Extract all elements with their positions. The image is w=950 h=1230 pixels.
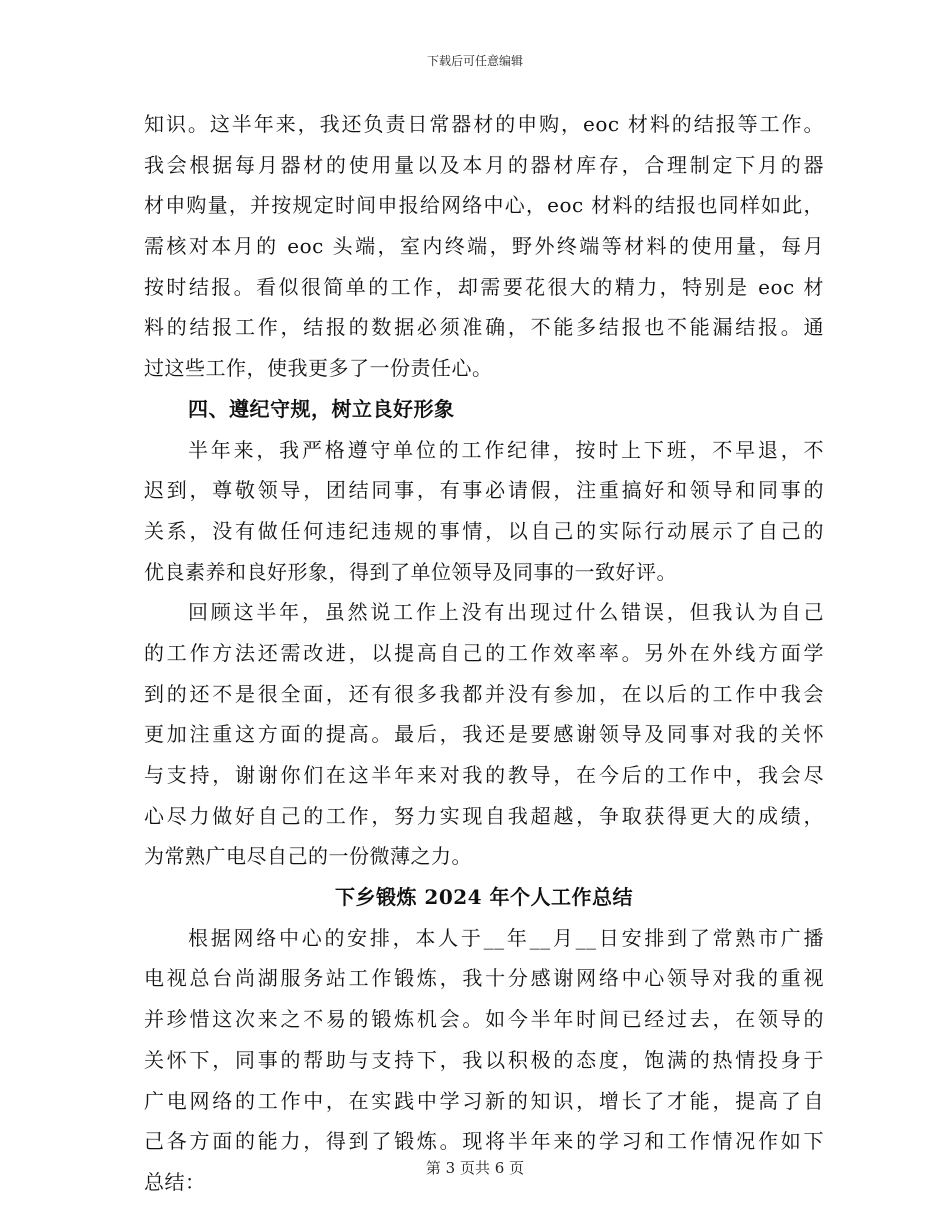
body-line: 并珍惜这次来之不易的锻炼机会。如今半年时间已经过去，在领导的 bbox=[144, 1007, 824, 1032]
body-line: 优良素养和良好形象，得到了单位领导及同事的一致好评。 bbox=[144, 559, 677, 584]
body-line: 总结： bbox=[144, 1169, 206, 1194]
body-line: 的工作方法还需改进，以提高自己的工作效率率。另外在外线方面学 bbox=[144, 640, 824, 665]
body-line: 知识。这半年来，我还负责日常器材的申购，eoc 材料的结报等工作。 bbox=[144, 112, 824, 136]
body-line: 料的结报工作，结报的数据必须准确，不能多结报也不能漏结报。通 bbox=[144, 315, 824, 340]
body-line: 为常熟广电尽自己的一份微薄之力。 bbox=[144, 844, 472, 869]
body-line: 按时结报。看似很简单的工作，却需要花很大的精力，特别是 eoc 材 bbox=[144, 274, 824, 299]
body-line: 电视总台尚湖服务站工作锻炼，我十分感谢网络中心领导对我的重视 bbox=[144, 966, 824, 991]
section-heading: 四、遵纪守规，树立良好形象 bbox=[188, 396, 455, 421]
document-body bbox=[144, 104, 824, 1203]
paragraph-first-line: 回顾这半年，虽然说工作上没有出现过什么错误，但我认为自己 bbox=[188, 600, 824, 625]
document-title: 下乡锻炼 2024 年个人工作总结 bbox=[334, 885, 634, 910]
body-line: 心尽力做好自己的工作，努力实现自我超越，争取获得更大的成绩， bbox=[144, 803, 824, 828]
body-line: 关系，没有做任何违纪违规的事情，以自己的实际行动展示了自己的 bbox=[144, 518, 824, 543]
body-line: 到的还不是很全面，还有很多我都并没有参加，在以后的工作中我会 bbox=[144, 681, 824, 706]
body-line: 我会根据每月器材的使用量以及本月的器材库存，合理制定下月的器 bbox=[144, 152, 824, 177]
body-line: 需核对本月的 eoc 头端，室内终端，野外终端等材料的使用量，每月 bbox=[144, 234, 824, 259]
body-line: 关怀下，同事的帮助与支持下，我以积极的态度，饱满的热情投身于 bbox=[144, 1047, 824, 1072]
paragraph-first-line: 半年来，我严格遵守单位的工作纪律，按时上下班，不早退，不 bbox=[188, 437, 824, 462]
body-line: 广电网络的工作中，在实践中学习新的知识，增长了才能，提高了自 bbox=[144, 1088, 824, 1113]
page-footer: 第 3 页共 6 页 bbox=[425, 1159, 525, 1177]
body-line: 与支持，谢谢你们在这半年来对我的教导，在今后的工作中，我会尽 bbox=[144, 763, 824, 787]
body-line: 己各方面的能力，得到了锻炼。现将半年来的学习和工作情况作如下 bbox=[144, 1129, 824, 1154]
paragraph-first-line: 根据网络中心的安排，本人于__年__月__日安排到了常熟市广播 bbox=[188, 925, 824, 950]
body-line: 迟到，尊敬领导，团结同事，有事必请假，注重搞好和领导和同事的 bbox=[144, 478, 824, 503]
page-header: 下载后可任意编辑 bbox=[426, 54, 523, 68]
body-line: 过这些工作，使我更多了一份责任心。 bbox=[144, 356, 493, 381]
body-line: 材申购量，并按规定时间申报给网络中心，eoc 材料的结报也同样如此， bbox=[144, 193, 824, 218]
body-line: 更加注重这方面的提高。最后，我还是要感谢领导及同事对我的关怀 bbox=[144, 722, 824, 747]
